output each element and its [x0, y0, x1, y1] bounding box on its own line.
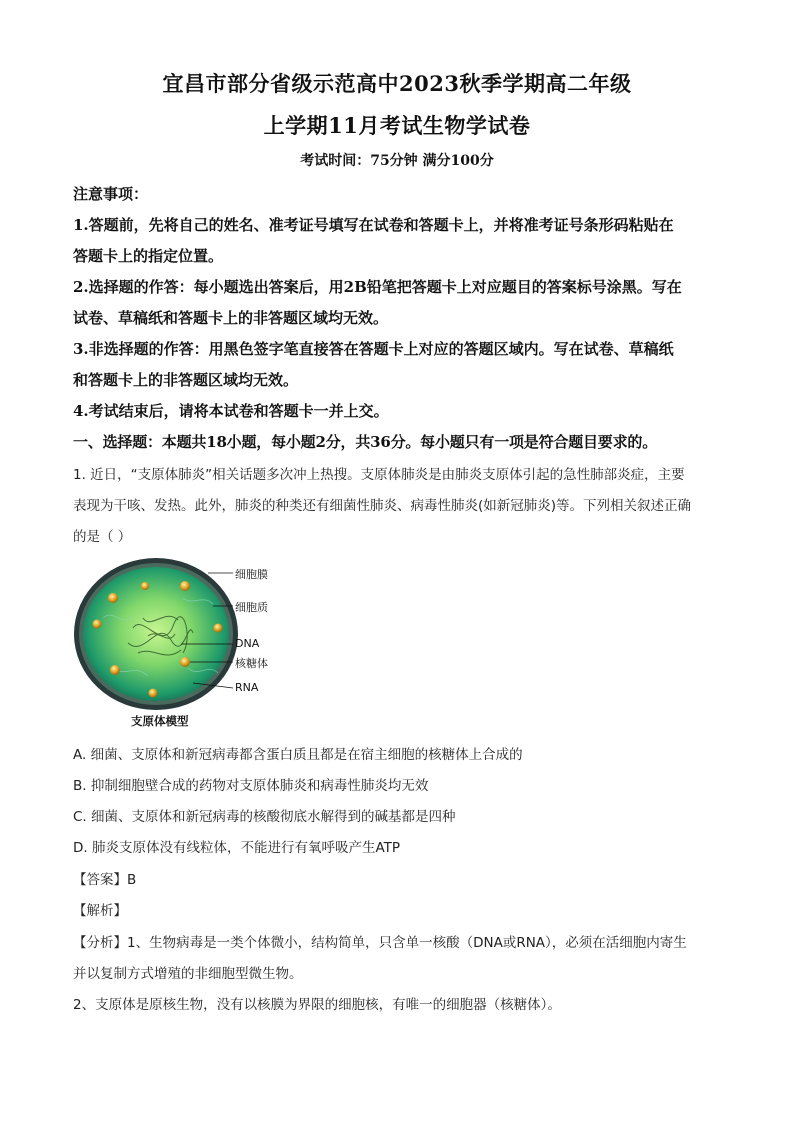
- notice-line: 4.考试结束后，请将本试卷和答题卡一并上交。: [73, 402, 389, 420]
- notice-line: 和答题卡上的非答题区域均无效。: [73, 371, 299, 389]
- exam-title-line1: 宜昌市部分省级示范高中2023秋季学期高二年级: [162, 71, 632, 96]
- exam-info: 考试时间：75分钟 满分100分: [300, 153, 494, 169]
- question-stem-line: 的是（ ）: [73, 529, 132, 545]
- label-ribosome: 核糖体: [235, 657, 268, 670]
- notice-line: 1.答题前，先将自己的姓名、准考证号填写在试卷和答题卡上，并将准考证号条形码粘贴在: [73, 216, 674, 234]
- figure-caption: 支原体模型: [131, 714, 189, 728]
- analysis-line: 【分析】1、生物病毒是一类个体微小，结构简单，只含单一核酸（DNA或RNA），必须在活细胞内寄生: [73, 935, 687, 951]
- option-d: D. 肺炎支原体没有线粒体，不能进行有氧呼吸产生ATP: [73, 840, 401, 856]
- notice-line: 答题卡上的指定位置。: [73, 247, 224, 265]
- analysis-heading: 【解析】: [73, 903, 127, 919]
- option-a: A. 细菌、支原体和新冠病毒都含蛋白质且都是在宿主细胞的核糖体上合成的: [73, 747, 523, 763]
- notice-line: 试卷、草稿纸和答题卡上的非答题区域均无效。: [73, 309, 389, 327]
- section-heading: 一、选择题：本题共18小题，每小题2分，共36分。每小题只有一项是符合题目要求的。: [73, 433, 657, 451]
- notice-heading: 注意事项：: [73, 185, 149, 203]
- notice-line: 3.非选择题的作答：用黑色签字笔直接答在答题卡上对应的答题区域内。写在试卷、草稿纸: [73, 340, 674, 358]
- label-cell-membrane: 细胞膜: [235, 568, 268, 581]
- option-b: B. 抑制细胞壁合成的药物对支原体肺炎和病毒性肺炎均无效: [73, 778, 429, 794]
- label-dna: DNA: [235, 637, 260, 650]
- label-rna: RNA: [235, 681, 259, 694]
- question-stem-line: 1. 近日，“支原体肺炎”相关话题多次冲上热搜。支原体肺炎是由肺炎支原体引起的急性肺部炎症，主要: [73, 467, 685, 483]
- question-stem-line: 表现为干咳、发热。此外，肺炎的种类还有细菌性肺炎、病毒性肺炎(如新冠肺炎)等。下列相关叙述正确: [73, 498, 692, 514]
- label-cytoplasm: 细胞质: [235, 601, 268, 614]
- answer-line: 【答案】B: [73, 872, 137, 888]
- option-c: C. 细菌、支原体和新冠病毒的核酸彻底水解得到的碱基都是四种: [73, 809, 456, 825]
- exam-title-line2: 上学期11月考试生物学试卷: [263, 113, 531, 138]
- analysis-line: 2、支原体是原核生物，没有以核膜为界限的细胞核，有唯一的细胞器（核糖体）。: [73, 997, 561, 1013]
- mycoplasma-model-figure: [73, 558, 303, 730]
- notice-line: 2.选择题的作答：每小题选出答案后，用2B铅笔把答题卡上对应题目的答案标号涂黑。写在: [73, 278, 682, 296]
- mycoplasma-diagram: [73, 558, 303, 730]
- analysis-line: 并以复制方式增殖的非细胞型微生物。: [73, 966, 303, 982]
